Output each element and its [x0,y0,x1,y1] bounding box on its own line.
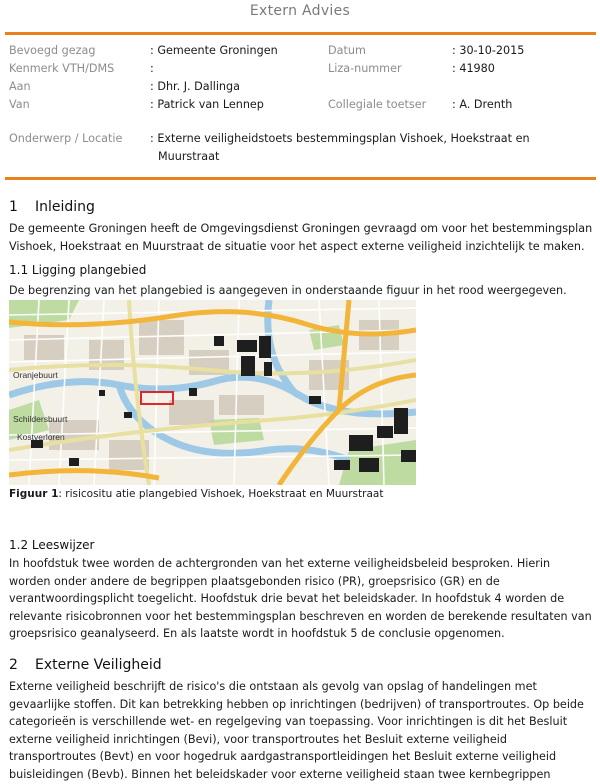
paragraph-inleiding [9,220,595,255]
figure-caption-text: : risicositu atie plangebied Vishoek, Hoekstraat en Muurstraat [58,488,384,500]
plangebied-map [9,300,416,485]
figure-caption [9,488,383,500]
heading-externe-veiligheid [9,657,162,673]
paragraph-line: Externe veiligheid beschrijft de risico's die ontstaan als gevolg van opslag of handelingen met [9,680,537,693]
value-van: : Patrick van Lennep [150,98,264,111]
paragraph-ligging: De begrenzing van het plangebied is aangegeven in onderstaande figuur in het rood weergegeven. [9,284,567,297]
heading-leeswijzer: 1.2 Leeswijzer [9,538,95,552]
map-label-kostverloren: Kostverloren [17,432,65,442]
heading-inleiding [9,199,95,215]
paragraph-line: categorieën is verschillende wet- en regelgeving van toepassing. Voor inrichtingen is dit het Besluit [9,715,568,729]
heading-text: Externe Veiligheid [35,657,162,673]
label-onderwerp: Onderwerp / Locatie [9,132,123,145]
label-toetser: Collegiale toetser [328,98,427,111]
paragraph-line: buisleidingen (Bevb). Binnen het beleidskader voor externe veiligheid staan twee kernbegrippen [9,767,551,781]
header-rule-bottom [5,177,596,180]
value-kenmerk: : [150,62,154,75]
heading-text: Inleiding [35,199,95,215]
paragraph-line: In hoofdstuk twee worden de achtergronden van het externe veiligheidsbeleid besproken. Hierin [9,557,551,570]
paragraph-line: groepsrisico geanalyseerd. En als laatste wordt in hoofdstuk 5 de conclusie opgenomen. [9,627,505,641]
label-van: Van [9,98,30,111]
document-title: Extern Advies [249,3,351,19]
paragraph-line: relevante risicobronnen voor het bestemmingsplan beschreven en worden de berekende resultaten van [9,609,592,623]
label-datum: Datum [328,44,366,57]
value-toetser: : A. Drenth [452,98,513,111]
value-bevoegd-gezag: : Gemeente Groningen [150,44,278,57]
paragraph-line: De gemeente Groningen heeft de Omgevingsdienst Groningen gevraagd om voor het bestemmingsplan [9,222,593,235]
label-aan: Aan [9,80,31,93]
paragraph-line: externe veiligheid inrichtingen (Bevi), voor transportroutes het Besluit externe veiligheid [9,732,507,746]
figure-caption-label: Figuur 1 [9,488,59,500]
map-label-oranjebuurt: Oranjebuurt [13,370,58,380]
value-datum: : 30-10-2015 [452,44,525,57]
map-svg [9,300,416,485]
value-liza: : 41980 [452,62,495,75]
header-rule-top [5,32,596,35]
paragraph-line: transportroutes (Bevt) en voor hogedruk aardgastransportleidingen het Besluit externe veiligheid [9,750,557,764]
paragraph-externe-veiligheid [9,678,595,784]
paragraph-line: verantwoordingsplicht toegelicht. Hoofdstuk drie bevat het beleidskader. In hoofdstuk 4 worden de [9,592,565,606]
heading-number: 1 [9,199,18,215]
label-bevoegd-gezag: Bevoegd gezag [9,44,96,57]
paragraph-leeswijzer [9,555,595,643]
value-onderwerp-line2: Muurstraat [158,150,220,163]
heading-number: 2 [9,657,18,673]
label-kenmerk: Kenmerk VTH/DMS [9,62,115,75]
value-aan: : Dhr. J. Dallinga [150,80,240,93]
map-label-schildersbuurt: Schildersbuurt [13,414,68,424]
paragraph-line: Vishoek, Hoekstraat en Muurstraat de situatie voor het aspect externe veiligheid inzichtelijk te maken. [9,239,585,253]
paragraph-line: worden onder andere de begrippen plaatsgebonden risico (PR), groepsrisico (GR) en de [9,574,500,588]
heading-ligging-plangebied: 1.1 Ligging plangebied [9,263,147,277]
label-liza: Liza-nummer [328,62,402,75]
value-onderwerp-line1: : Externe veiligheidstoets bestemmingsplan Vishoek, Hoekstraat en [150,132,530,145]
paragraph-line: gevaarlijke stoffen. Dit kan betrekking hebben op inrichtingen (bedrijven) of transportroutes. Op beide [9,697,584,711]
